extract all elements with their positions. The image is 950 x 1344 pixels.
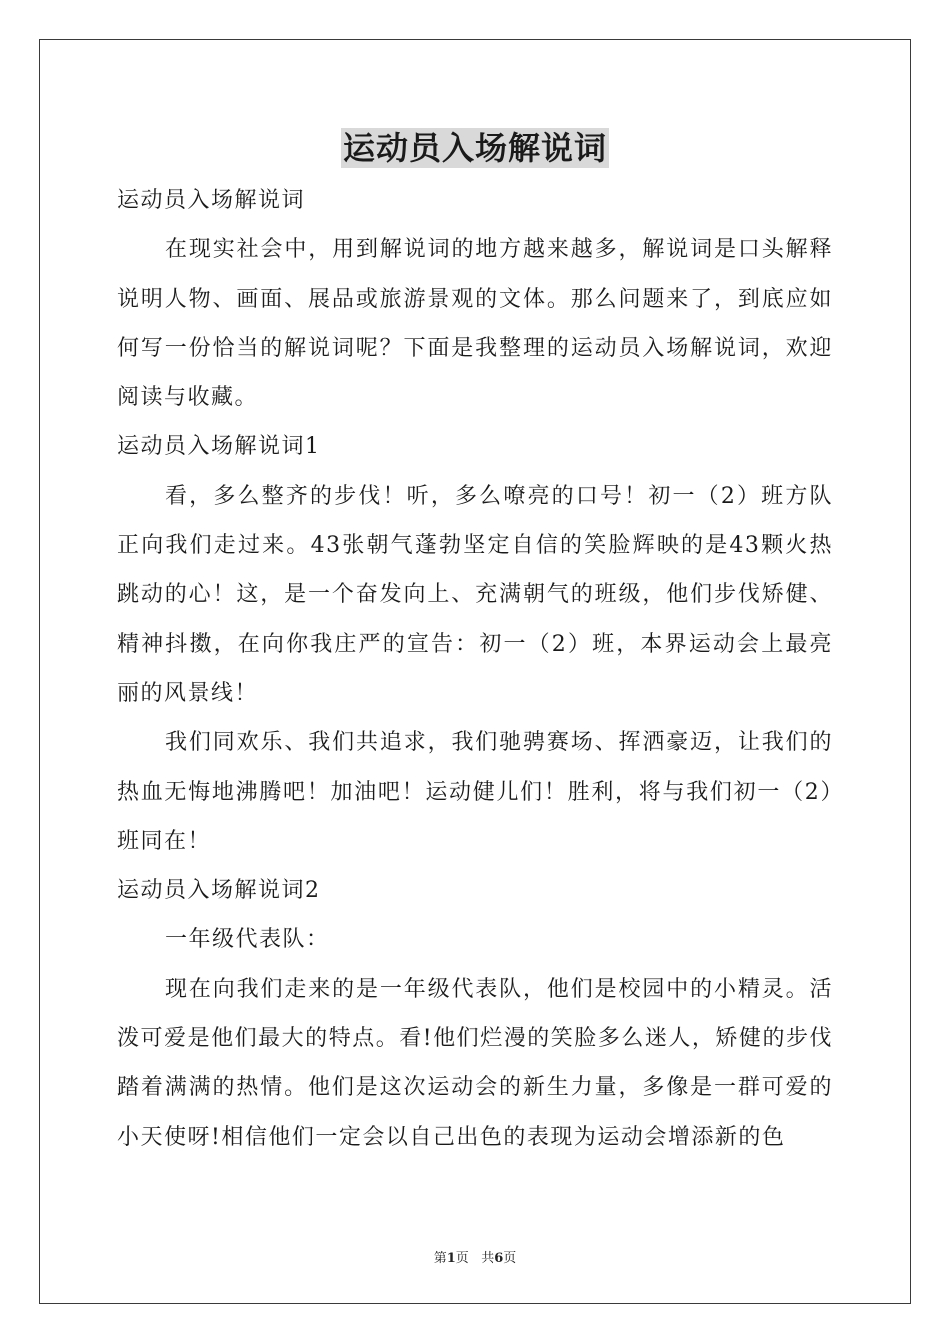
section-heading: 运动员入场解说词1 (117, 434, 321, 460)
total-suffix: 页 (503, 1251, 517, 1266)
page-suffix: 页 (455, 1251, 469, 1266)
document-title: 运动员入场解说词 (342, 129, 607, 167)
page-prefix: 第 (433, 1251, 447, 1266)
current-page-number: 1 (446, 1251, 456, 1266)
title-container (0, 128, 950, 168)
section-heading: 运动员入场解说词2 (117, 878, 321, 904)
document-body (117, 176, 833, 1162)
paragraph: 我们同欢乐、我们共追求，我们驰骋赛场、挥洒豪迈，让我们的热血无悔地沸腾吧！加油吧！运动健儿们！胜利，将与我们初一（2）班同在！ (117, 730, 833, 854)
paragraph: 在现实社会中，用到解说词的地方越来越多，解说词是口头解释说明人物、画面、展品或旅游景观的文体。那么问题来了，到底应如何写一份恰当的解说词呢？下面是我整理的运动员入场解说词，欢迎阅读与收藏。 (117, 237, 833, 411)
page-footer (0, 1247, 950, 1266)
paragraph: 一年级代表队： (165, 927, 330, 953)
paragraph: 现在向我们走来的是一年级代表队，他们是校园中的小精灵。活泼可爱是他们最大的特点。看!他们烂漫的笑脸多么迷人，矫健的步伐踏着满满的热情。他们是这次运动会的新生力量，多像是一群可爱的小天使呀!相信他们一定会以自己出色的表现为运动会增添新的色 (117, 976, 833, 1150)
paragraph: 看，多么整齐的步伐！听，多么嘹亮的口号！初一（2）班方队正向我们走过来。43张朝气蓬勃坚定自信的笑脸辉映的是43颗火热跳动的心！这，是一个奋发向上、充满朝气的班级，他们步伐矫健、精神抖擞，在向你我庄严的宣告：初一（2）班，本界运动会上最亮丽的风景线！ (117, 483, 833, 706)
paragraph: 运动员入场解说词 (117, 188, 306, 213)
total-page-number: 6 (494, 1251, 504, 1266)
total-prefix: 共 (481, 1251, 495, 1266)
